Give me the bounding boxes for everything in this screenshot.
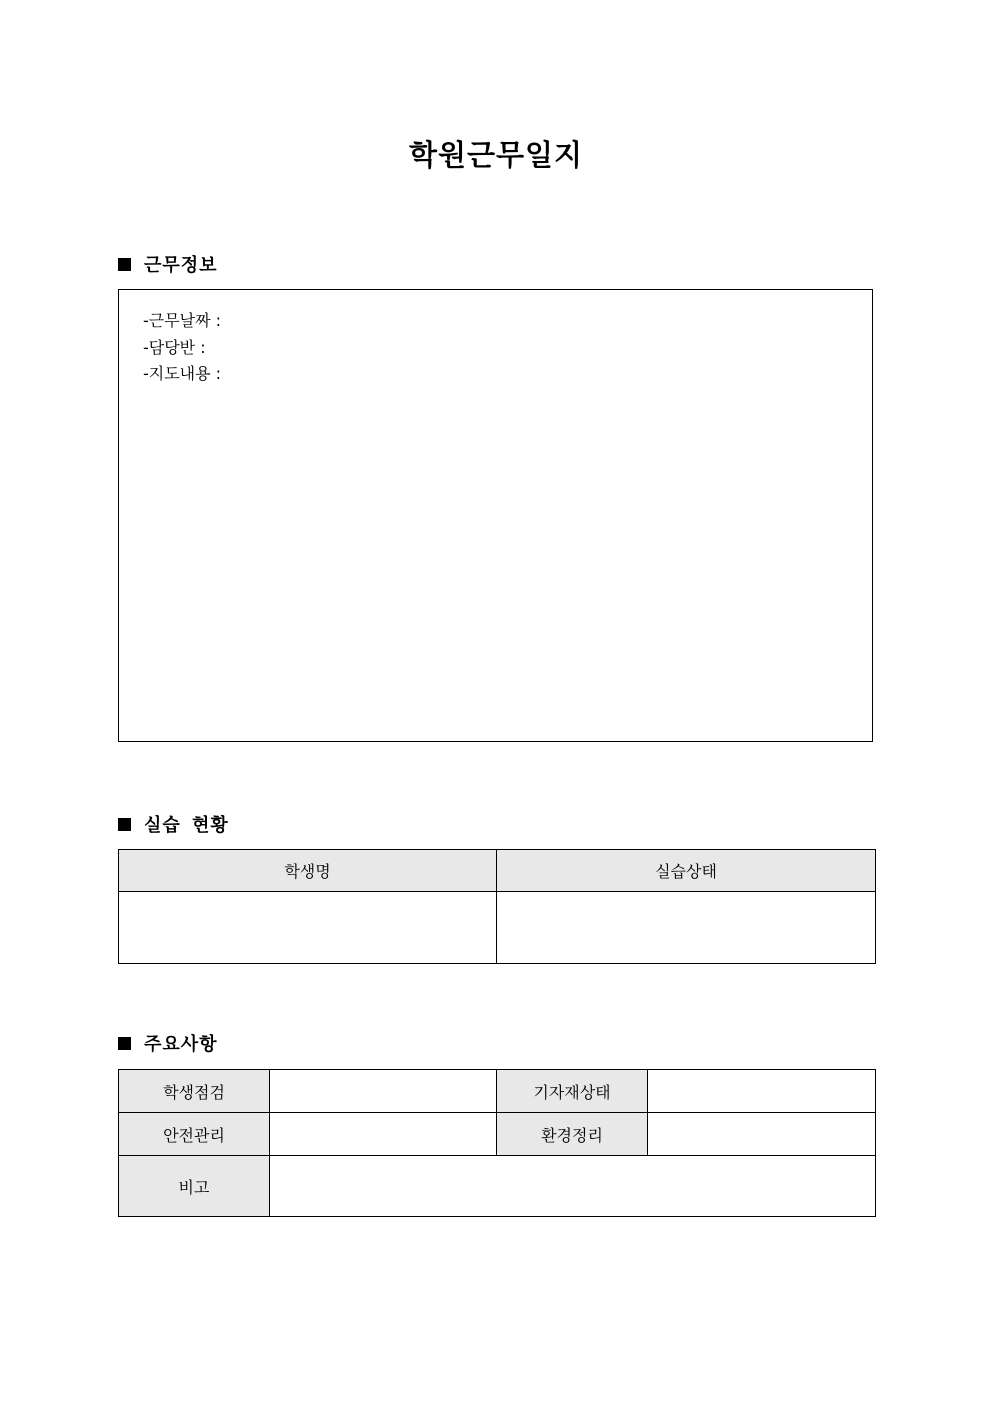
equipment-status-value[interactable] [648, 1070, 876, 1113]
work-date-line: -근무날짜 : [143, 311, 222, 330]
column-header-practice-status: 실습상태 [497, 850, 876, 892]
environment-tidying-value[interactable] [648, 1113, 876, 1156]
table-row [119, 1156, 876, 1217]
key-matters-heading-label: 주요사항 [144, 1034, 218, 1055]
environment-tidying-label: 환경정리 [497, 1113, 648, 1156]
work-info-lines [143, 308, 221, 388]
teaching-content-line: -지도내용 : [143, 364, 222, 383]
table-header-row [119, 850, 876, 892]
key-matters-table [118, 1069, 876, 1217]
practice-status-cell[interactable] [497, 892, 876, 964]
practice-status-heading [118, 811, 229, 837]
work-info-heading [118, 251, 218, 277]
class-in-charge-line: -담당반 : [143, 337, 206, 357]
key-matters-heading [118, 1030, 218, 1056]
equipment-status-label: 기자재상태 [497, 1070, 648, 1113]
square-bullet-icon [118, 258, 131, 271]
student-check-label: 학생점검 [119, 1070, 270, 1113]
remarks-value[interactable] [270, 1156, 876, 1217]
square-bullet-icon [118, 1037, 131, 1050]
safety-management-value[interactable] [270, 1113, 497, 1156]
document-title: 학원근무일지 [408, 138, 584, 172]
square-bullet-icon [118, 818, 131, 831]
column-header-student-name: 학생명 [119, 850, 497, 892]
student-name-cell[interactable] [119, 892, 497, 964]
work-info-box[interactable] [118, 289, 873, 742]
table-row [119, 892, 876, 964]
practice-status-heading-label: 실습 현황 [144, 815, 229, 836]
student-check-value[interactable] [270, 1070, 497, 1113]
work-info-heading-label: 근무정보 [144, 255, 218, 276]
practice-status-table [118, 849, 876, 964]
table-row [119, 1113, 876, 1156]
safety-management-label: 안전관리 [119, 1113, 270, 1156]
table-row [119, 1070, 876, 1113]
remarks-label: 비고 [119, 1156, 270, 1217]
